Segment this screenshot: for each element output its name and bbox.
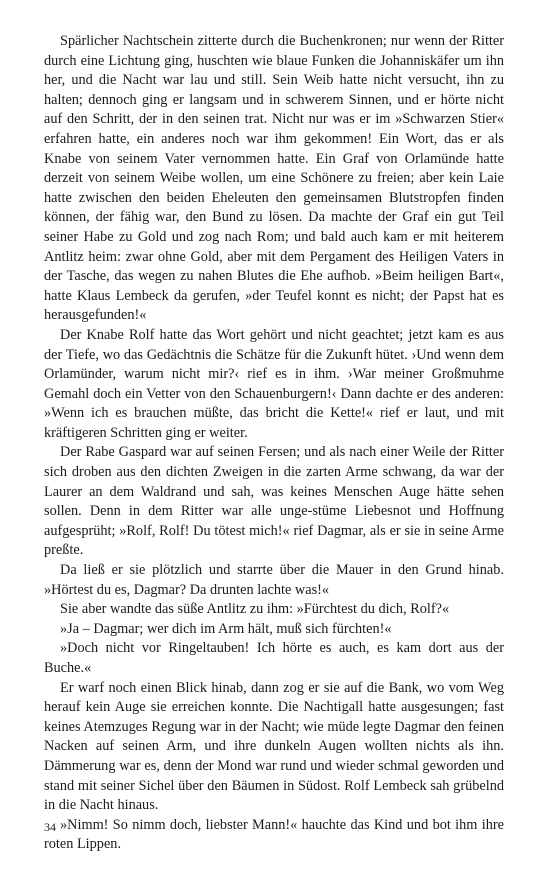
paragraph: Da ließ er sie plötzlich und starrte über die Mauer in den Grund hinab. »Hörtest du es, Dagmar? Da drunten lachte was!«	[44, 562, 504, 598]
paragraph: Er warf noch einen Blick hinab, dann zog er sie auf die Bank, wo vom Weg herauf kein Auge sie erreichen konnte. Die Nachtigall hatte ausgesungen; fast keines Atemzuges Regung war in der Nacht; wie müde legte Dagmar den feinen Nacken auf seinen Arm, und ihre dunkeln Augen wollten nichts als ihn. Dämmerung war es, denn der Mond war rund und wieder schmal geworden und stand mit seiner Sichel über den Bäumen in Südost. Rolf Lembeck sah grübelnd in die Nacht hinaus.	[44, 679, 504, 814]
paragraph: »Nimm! So nimm doch, liebster Mann!« hauchte das Kind und bot ihm ihre roten Lippen.	[44, 816, 504, 853]
paragraph: »Ja – Dagmar; wer dich im Arm hält, muß sich fürchten!«	[60, 620, 392, 637]
paragraph: Sie aber wandte das süße Antlitz zu ihm: »Fürchtest du dich, Rolf?«	[60, 601, 450, 618]
paragraph: Spärlicher Nachtschein zitterte durch die Buchenkronen; nur wenn der Ritter durch eine Lichtung ging, huschten wie blaue Funken die Johanniskäfer um ihn her, und die Nacht war lau und still. Sein Weib hatte nicht versucht, ihn zu halten; dennoch ging er langsam und in schwerem Sinnen, und er hörte nicht auf den Schritt, der in den seinen trat. Nicht nur was er im »Schwarzen Stier« erfahren hatte, ein anderes noch war ihm gekommen! Ein Wort, das er als Knabe von seinem Vater vernommen hatte. Ein Graf von Orlamünde hatte derzeit von seinem Weibe wollen, um eine Schönere zu freien; aber kein Laie hatte zwischen den beiden Eheleuten den gemeinsamen Blutstropfen finden können, der fähig war, den Bund zu lösen. Da machte der Graf ein gut Teil seiner Habe zu Gold und zog nach Rom; und bald auch kam er mit heiterem Antlitz heim: zwar ohne Gold, aber mit dem Pergament des Heiligen Vaters in der Tasche, das wegen zu nahen Blutes die Ehe aufhob. »Beim heiligen Bart«, hatte Klaus Lembeck da gerufen, »der Teufel konnt es nicht; der Papst hat es herausgefunden!«	[44, 33, 504, 324]
paragraph: »Doch nicht vor Ringeltauben! Ich hörte es auch, es kam dort aus der Buche.«	[44, 640, 504, 676]
page-body	[44, 32, 504, 855]
paragraph: Der Rabe Gaspard war auf seinen Fersen; und als nach einer Weile der Ritter sich droben aus den dichten Zweigen in die zarten Arme schwang, da war der Laurer an dem Waldrand und sah, was keines Menschen Auge hätte sehen sollen. Denn in dem Ritter war alle unge-stüme Liebesnot und Hoffnung aufgesprüht; »Rolf, Rolf! Du tötest mich!« rief Dagmar, als er sie in seine Arme preßte.	[44, 444, 504, 559]
paragraph: Der Knabe Rolf hatte das Wort gehört und nicht geachtet; jetzt kam es aus der Tiefe, wo das Gedächtnis die Schätze für die Zukunft hütet. ›Und wenn dem Orlamünder, warum nicht mir?‹ rief es in ihm. ›War meiner Großmuhme Gemahl doch ein Vetter von den Schauenburgern!‹ Dann dachte er des anderen: »Wenn ich es brauchen müßte, das bricht die Kette!« rief er laut, und mit kräftigeren Schritten ging er weiter.	[44, 326, 504, 441]
page-number: 34	[44, 820, 56, 834]
